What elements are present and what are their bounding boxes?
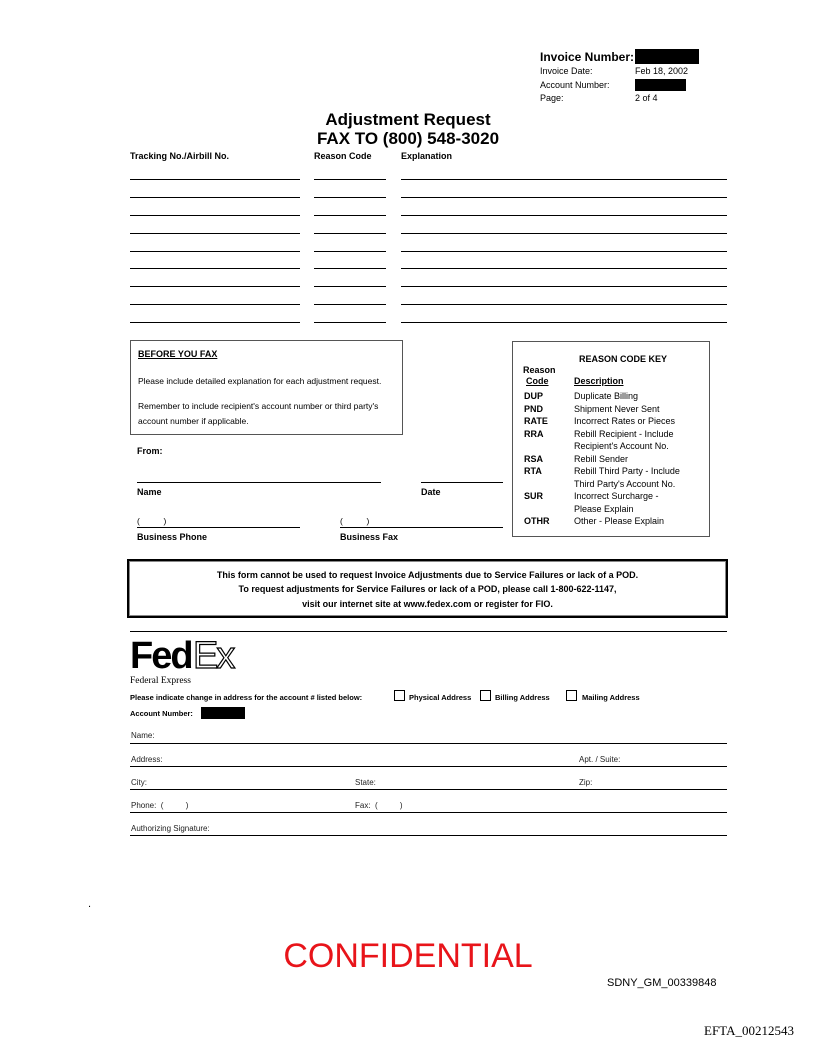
tracking-line[interactable] [130,322,300,323]
reason-code: RRA [524,428,544,439]
reason-row [524,390,704,402]
reason-line[interactable] [314,268,386,269]
tracking-line[interactable] [130,197,300,198]
service-failure-notice [127,559,728,618]
notice-line1: This form cannot be used to request Invoice Adjustments due to Service Failures or lack of a POD. [216,570,639,580]
phone-field-label: Phone: ( ) [131,801,189,810]
signature-field-label: Authorizing Signature: [131,824,210,833]
reason-code: RSA [524,453,544,464]
billing-address-checkbox[interactable] [480,690,491,701]
reason-description: Other - Please Explain [574,516,665,526]
explanation-line[interactable] [401,322,727,323]
fedex-logo [130,635,250,688]
account-number-label: Account Number: [540,80,610,90]
reason-description: Rebill Third Party - Include [574,466,680,476]
reason-row [524,503,704,515]
reason-row [524,428,704,440]
address-change-instruction: Please indicate change in address for the account # listed below: [130,693,363,702]
name-line[interactable] [137,482,381,483]
address-account-number-redaction [201,707,245,719]
before-you-fax-title: BEFORE YOU FAX [138,349,218,359]
reason-code-key-title: REASON CODE KEY [579,354,668,364]
efta-number: EFTA_00212543 [704,1023,794,1038]
fedex-logo-subtitle: Federal Express [130,676,191,686]
before-you-fax-line2a: Remember to include recipient's account number or third party's [138,401,379,411]
code-label: Code [526,376,549,386]
form-title: Adjustment Request [325,110,491,129]
reason-row [524,490,704,502]
date-label: Date [421,487,441,497]
fax-field-label: Fax: ( ) [355,801,403,810]
bates-number: SDNY_GM_00339848 [607,977,717,989]
reason-code: OTHR [524,516,550,526]
physical-address-label: Physical Address [409,693,472,702]
explanation-column-heading: Explanation [401,151,453,161]
fedex-logo-fed: Fed [130,635,192,677]
page-label: Page: [540,93,564,103]
reason-code: SUR [524,491,544,501]
tracking-line[interactable] [130,233,300,234]
description-label: Description [574,376,624,386]
reason-line[interactable] [314,197,386,198]
signature-field-line[interactable] [130,835,727,836]
reason-row [524,465,704,477]
reason-code: DUP [524,391,544,401]
explanation-line[interactable] [401,197,727,198]
explanation-line[interactable] [401,251,727,252]
before-you-fax-line2b: account number if applicable. [138,416,249,426]
date-line[interactable] [421,482,503,483]
physical-address-checkbox[interactable] [394,690,405,701]
reason-line[interactable] [314,233,386,234]
page-value: 2 of 4 [635,93,658,103]
business-fax-label: Business Fax [340,532,399,542]
before-you-fax-box [130,340,403,435]
stray-dot: . [88,898,92,910]
tracking-line[interactable] [130,304,300,305]
reason-row [524,453,704,465]
reason-line[interactable] [314,251,386,252]
name-label: Name [137,487,162,497]
state-field-label: State: [355,778,376,787]
fedex-logo-ex: Ex [193,635,234,677]
invoice-number-label: Invoice Number: [540,50,635,64]
billing-address-label: Billing Address [495,693,550,702]
city-field-label: City: [131,778,147,787]
reason-line[interactable] [314,286,386,287]
business-phone-label: Business Phone [137,532,208,542]
reason-line[interactable] [314,179,386,180]
reason-row [524,403,704,415]
explanation-line[interactable] [401,179,727,180]
reason-row [524,440,704,452]
notice-line2: To request adjustments for Service Failures or lack of a POD, please call 1-800-622-1147, [238,584,617,594]
invoice-date-label: Invoice Date: [540,66,593,76]
explanation-line[interactable] [401,215,727,216]
reason-description: Recipient's Account No. [574,441,669,451]
tracking-line[interactable] [130,251,300,252]
tracking-line[interactable] [130,268,300,269]
explanation-line[interactable] [401,304,727,305]
invoice-date-value: Feb 18, 2002 [635,66,689,76]
before-you-fax-line1: Please include detailed explanation for each adjustment request. [138,376,382,386]
reason-description: Duplicate Billing [574,391,639,401]
reason-description: Shipment Never Sent [574,403,660,414]
reason-description: Third Party's Account No. [574,478,676,489]
address-field-line[interactable] [130,766,727,767]
reason-code-key-box [512,341,710,537]
from-label: From: [137,446,163,456]
tracking-line[interactable] [130,215,300,216]
explanation-line[interactable] [401,286,727,287]
tracking-line[interactable] [130,179,300,180]
reason-row [524,478,704,490]
address-field-label: Address: [131,755,163,764]
mailing-address-label: Mailing Address [582,693,640,702]
business-fax-line[interactable] [340,527,503,528]
fax-area-code: ( ) [340,516,370,526]
name-field-label: Name: [131,731,155,740]
reason-line[interactable] [314,304,386,305]
section-divider [130,631,727,632]
reason-row [524,515,704,527]
reason-code: RATE [524,416,548,426]
reason-code: RTA [524,466,542,476]
reason-description: Rebill Sender [574,453,629,464]
fax-number-title: FAX TO (800) 548-3020 [316,129,500,148]
account-number-redaction [635,79,686,91]
reason-label: Reason [523,365,556,375]
reason-description: Incorrect Rates or Pieces [574,416,676,426]
reason-row [524,415,704,427]
invoice-number-redaction [635,49,699,64]
zip-field-label: Zip: [579,778,593,787]
city-field-line[interactable] [130,789,727,790]
apt-suite-field-label: Apt. / Suite: [579,755,621,764]
reason-line[interactable] [314,322,386,323]
address-account-number-label: Account Number: [130,709,193,718]
explanation-line[interactable] [401,268,727,269]
phone-area-code: ( ) [137,516,167,526]
tracking-line[interactable] [130,286,300,287]
reason-code-column-heading: Reason Code [314,151,372,161]
reason-description: Please Explain [574,503,634,514]
reason-line[interactable] [314,215,386,216]
reason-code: PND [524,403,544,414]
phone-field-line[interactable] [130,812,727,813]
confidential-stamp: CONFIDENTIAL [283,937,533,975]
notice-line3: visit our internet site at www.fedex.com or register for FIO. [302,599,553,609]
business-phone-line[interactable] [137,527,300,528]
mailing-address-checkbox[interactable] [566,690,577,701]
reason-description: Incorrect Surcharge - [574,491,659,501]
name-field-line[interactable] [130,743,727,744]
explanation-line[interactable] [401,233,727,234]
tracking-column-heading: Tracking No./Airbill No. [130,151,230,161]
reason-description: Rebill Recipient - Include [574,428,674,439]
